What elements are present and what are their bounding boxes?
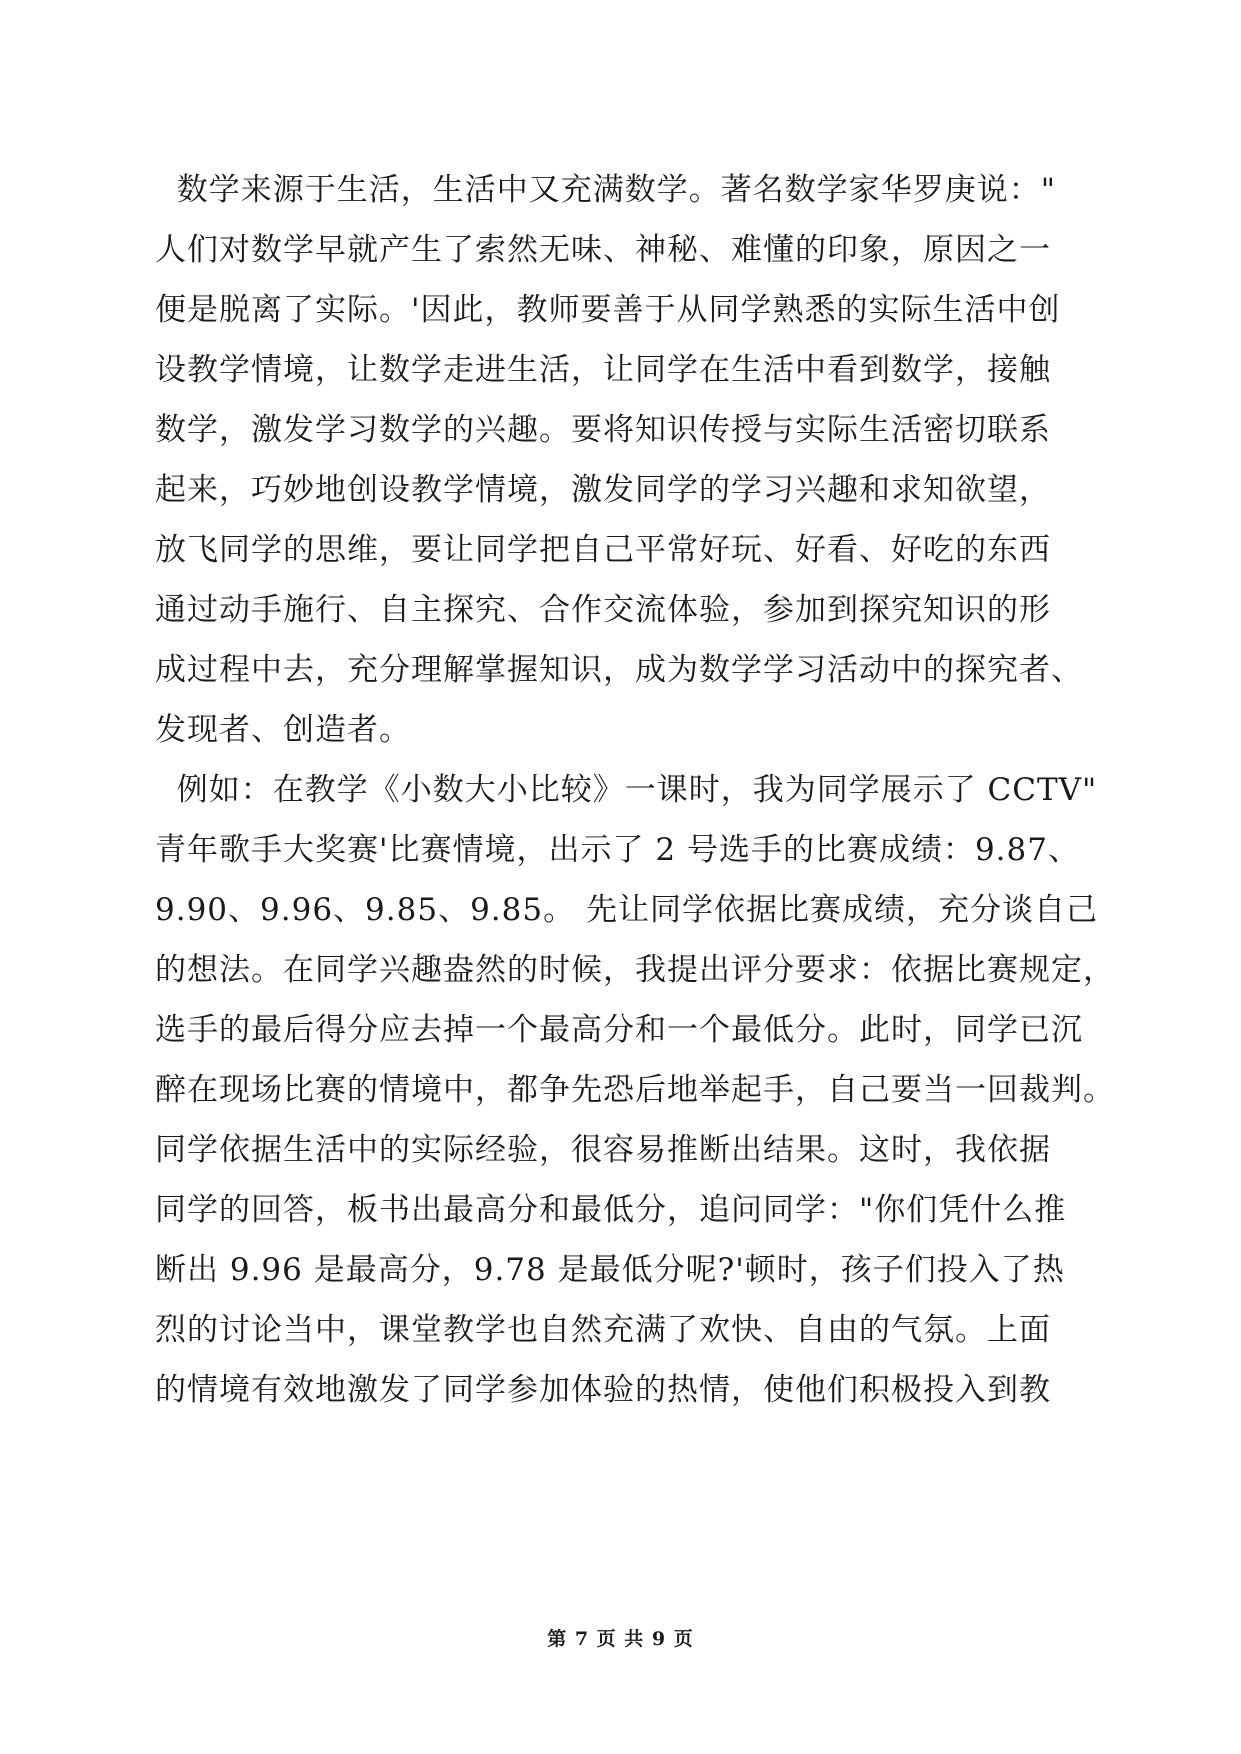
body-text [155, 160, 1115, 1420]
text-line: 例如：在教学《小数大小比较》一课时，我为同学展示了 CCTV" [155, 772, 1098, 808]
text-line: 数学，激发学习数学的兴趣。要将知识传授与实际生活密切联系 [155, 412, 1051, 448]
text-line: 同学依据生活中的实际经验，很容易推断出结果。这时，我依据 [155, 1132, 1051, 1168]
text-line: 设教学情境，让数学走进生活，让同学在生活中看到数学，接触 [155, 352, 1051, 388]
text-line: 发现者、创造者。 [155, 712, 411, 748]
text-line: 断出 9.96 是最高分，9.78 是最低分呢?'顿时，孩子们投入了热 [155, 1252, 1065, 1288]
text-line: 人们对数学早就产生了索然无味、神秘、难懂的印象，原因之一 [155, 232, 1051, 268]
text-line: 通过动手施行、自主探究、合作交流体验，参加到探究知识的形 [155, 592, 1051, 628]
text-line: 的情境有效地激发了同学参加体验的热情，使他们积极投入到教 [155, 1372, 1051, 1408]
text-line: 放飞同学的思维，要让同学把自己平常好玩、好看、好吃的东西 [155, 532, 1051, 568]
text-line: 醉在现场比赛的情境中，都争先恐后地举起手，自己要当一回裁判。 [155, 1072, 1115, 1108]
paragraph-2 [155, 760, 1115, 1420]
text-line: 成过程中去，充分理解掌握知识，成为数学学习活动中的探究者、 [155, 652, 1083, 688]
text-line: 选手的最后得分应去掉一个最高分和一个最低分。此时，同学已沉 [155, 1012, 1083, 1048]
text-line: 9.90、9.96、9.85、9.85。 先让同学依据比赛成绩，充分谈自己 [155, 892, 1098, 928]
text-line: 同学的回答，板书出最高分和最低分，追问同学："你们凭什么推 [155, 1192, 1067, 1228]
text-line: 青年歌手大奖赛'比赛情境，出示了 2 号选手的比赛成绩：9.87、 [155, 832, 1080, 868]
paragraph-1 [155, 160, 1105, 760]
text-line: 烈的讨论当中，课堂教学也自然充满了欢快、自由的气氛。上面 [155, 1312, 1051, 1348]
text-line: 数学来源于生活，生活中又充满数学。著名数学家华罗庚说：" [155, 172, 1056, 208]
text-line: 的想法。在同学兴趣盎然的时候，我提出评分要求：依据比赛规定， [155, 952, 1115, 988]
page-number-footer: 第 7 页 共 9 页 [547, 1628, 694, 1650]
text-line: 起来，巧妙地创设教学情境，激发同学的学习兴趣和求知欲望， [155, 472, 1051, 508]
text-line: 便是脱离了实际。'因此，教师要善于从同学熟悉的实际生活中创 [155, 292, 1061, 328]
